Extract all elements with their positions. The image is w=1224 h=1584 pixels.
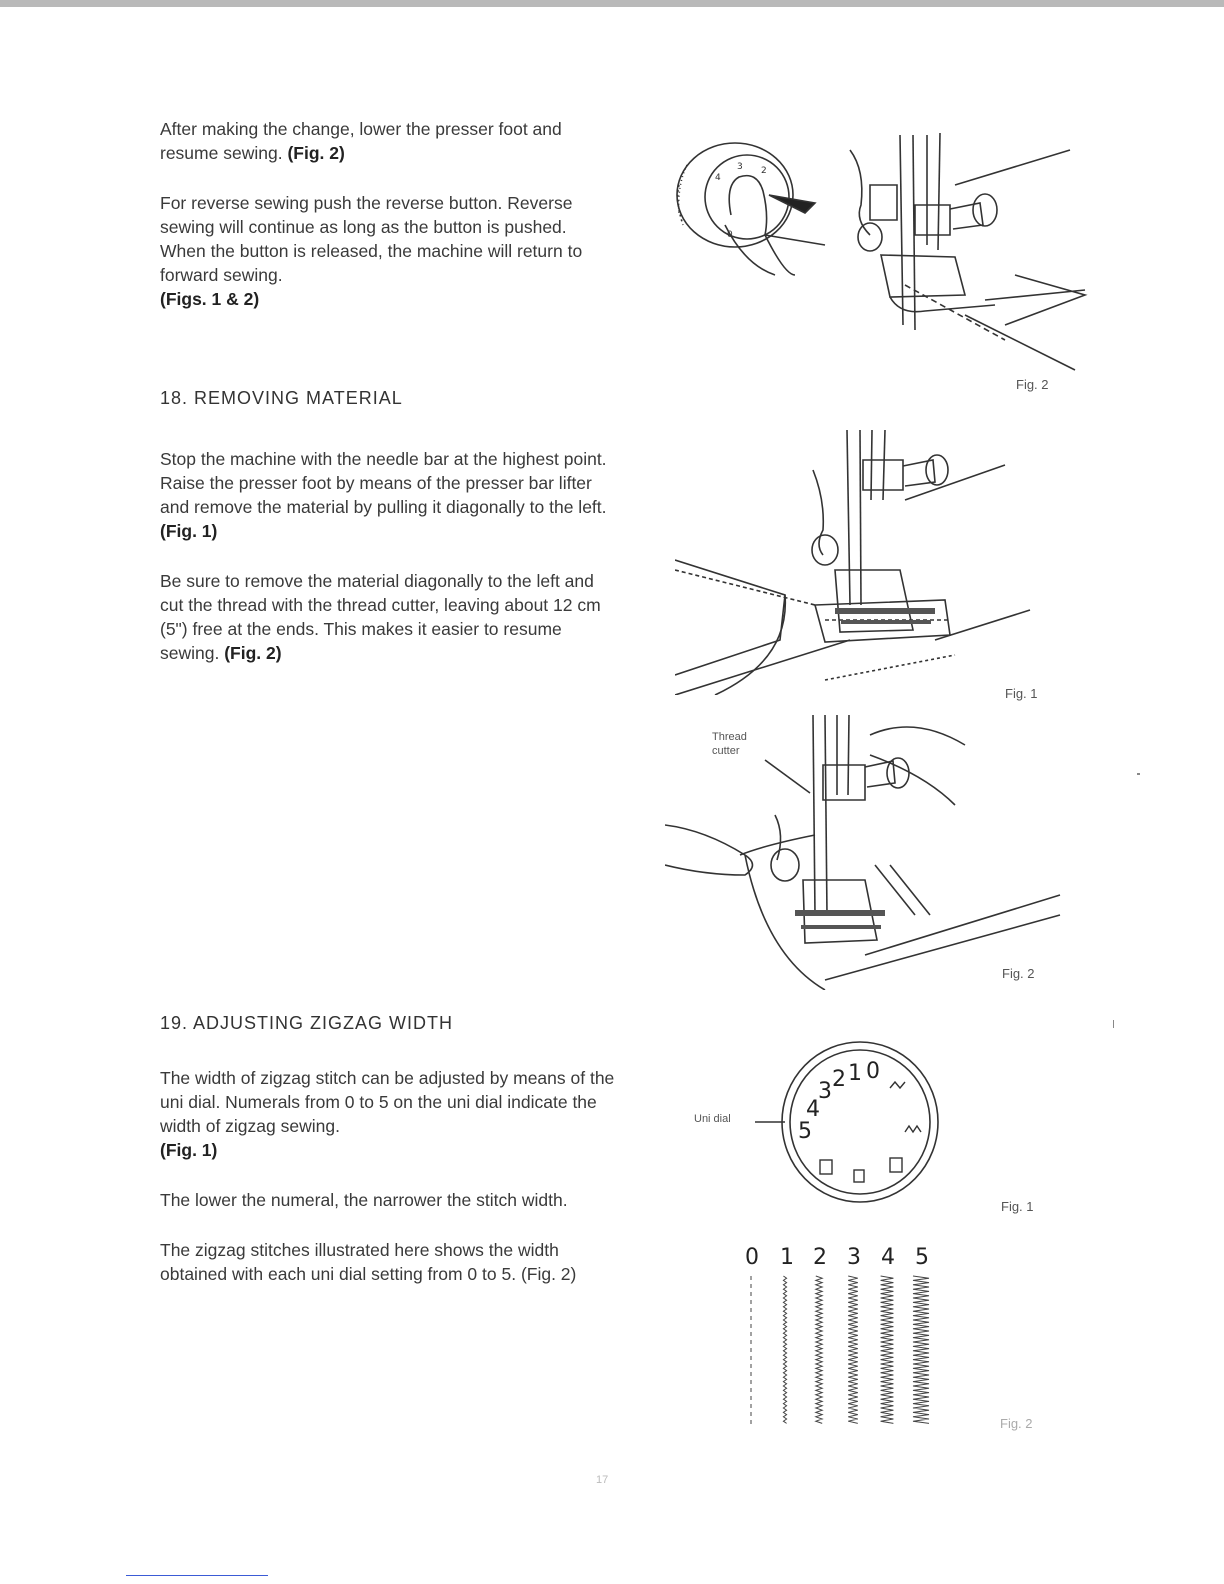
uni-dial-illustration: [740, 1040, 960, 1210]
uni-dial-label: Uni dial: [694, 1113, 731, 1125]
section-18-paragraph-1: Stop the machine with the needle bar at the highest point. Raise the presser foot by means of the presser bar lifter and remove the material by pulling it diagonally to the left. (Fig. 1): [160, 449, 607, 541]
scan-speck: [1137, 773, 1140, 775]
fig-ref: (Fig. 2): [287, 143, 345, 163]
zigzag-stitch-column: [913, 1276, 929, 1423]
dial-number: 3: [818, 1079, 832, 1104]
section-18-paragraph-2: Be sure to remove the material diagonally to the left and cut the thread with the thread cutter, leaving about 12 cm (5") free at the ends. This makes it easier to resume sewing. (Fig. 2): [160, 571, 601, 663]
scan-edge: [0, 0, 1224, 7]
section-19-text: [160, 1066, 615, 1286]
svg-text:3: 3: [737, 162, 743, 172]
zigzag-stitch-column: [848, 1276, 858, 1423]
intro-paragraph-1: After making the change, lower the presser foot and resume sewing. (Fig. 2): [160, 119, 562, 163]
section-19-paragraph-3: The zigzag stitches illustrated here shows the width obtained with each uni dial setting from 0 to 5. (Fig. 2): [160, 1240, 577, 1284]
thread-cutter-label: Thread cutter: [712, 731, 747, 757]
dial-number: 4: [806, 1097, 820, 1122]
width-number: 2: [813, 1245, 827, 1270]
width-number: 3: [847, 1245, 861, 1270]
width-number: 4: [881, 1245, 895, 1270]
removing-material-illustration: [675, 430, 1045, 695]
fig-ref: (Figs. 1 & 2): [160, 289, 260, 309]
stitch-symbol-icons: [820, 1082, 921, 1182]
section-19-paragraph-2: The lower the numeral, the narrower the stitch width.: [160, 1190, 568, 1210]
fig-label: Fig. 2: [1002, 966, 1035, 981]
footer-rule: [126, 1575, 268, 1576]
dial-number: 2: [832, 1067, 846, 1092]
svg-text:0: 0: [727, 230, 733, 240]
section-19-heading: 19. ADJUSTING ZIGZAG WIDTH: [160, 1013, 454, 1033]
section-18-text: [160, 447, 615, 665]
section-18-heading: 18. REMOVING MATERIAL: [160, 388, 403, 408]
width-number: 0: [745, 1245, 759, 1270]
intro-paragraph-2: For reverse sewing push the reverse button. Reverse sewing will continue as long as the button is pushed. When the button is released, the machine will return to forward sewing. (Figs. 1 & 2): [160, 193, 583, 309]
fig-label: Fig. 2: [1000, 1416, 1033, 1431]
dial-number: 0: [866, 1059, 880, 1084]
fig-ref: (Fig. 1): [160, 1140, 218, 1160]
zigzag-stitch-column: [816, 1276, 822, 1423]
intro-text: [160, 117, 615, 311]
width-number: 1: [780, 1245, 794, 1270]
dial-number: 5: [798, 1119, 812, 1144]
dial-number: 1: [848, 1061, 862, 1086]
zigzag-stitch-column: [881, 1276, 894, 1423]
fig-ref: (Fig. 1): [160, 521, 218, 541]
page-number: 17: [596, 1474, 609, 1486]
thread-cutter-illustration: [665, 715, 1065, 990]
fig-ref: (Fig. 2): [520, 1264, 577, 1284]
scan-speck: [1113, 1020, 1114, 1028]
zigzag-width-illustration: [735, 1240, 955, 1435]
fig-ref: (Fig. 2): [224, 643, 282, 663]
width-number: 5: [915, 1245, 929, 1270]
fig-label: Fig. 1: [1005, 686, 1038, 701]
section-19-paragraph-1: The width of zigzag stitch can be adjusted by means of the uni dial. Numerals from 0 to 5 on the uni dial indicate the width of zigzag sewing. (Fig. 1): [160, 1068, 615, 1160]
reverse-sewing-illustration: [665, 125, 1105, 375]
zigzag-stitch-column: [783, 1276, 786, 1423]
fig-label: Fig. 2: [1016, 377, 1049, 392]
svg-text:2: 2: [761, 166, 767, 176]
svg-text:4: 4: [715, 173, 721, 183]
fig-label: Fig. 1: [1001, 1199, 1034, 1214]
